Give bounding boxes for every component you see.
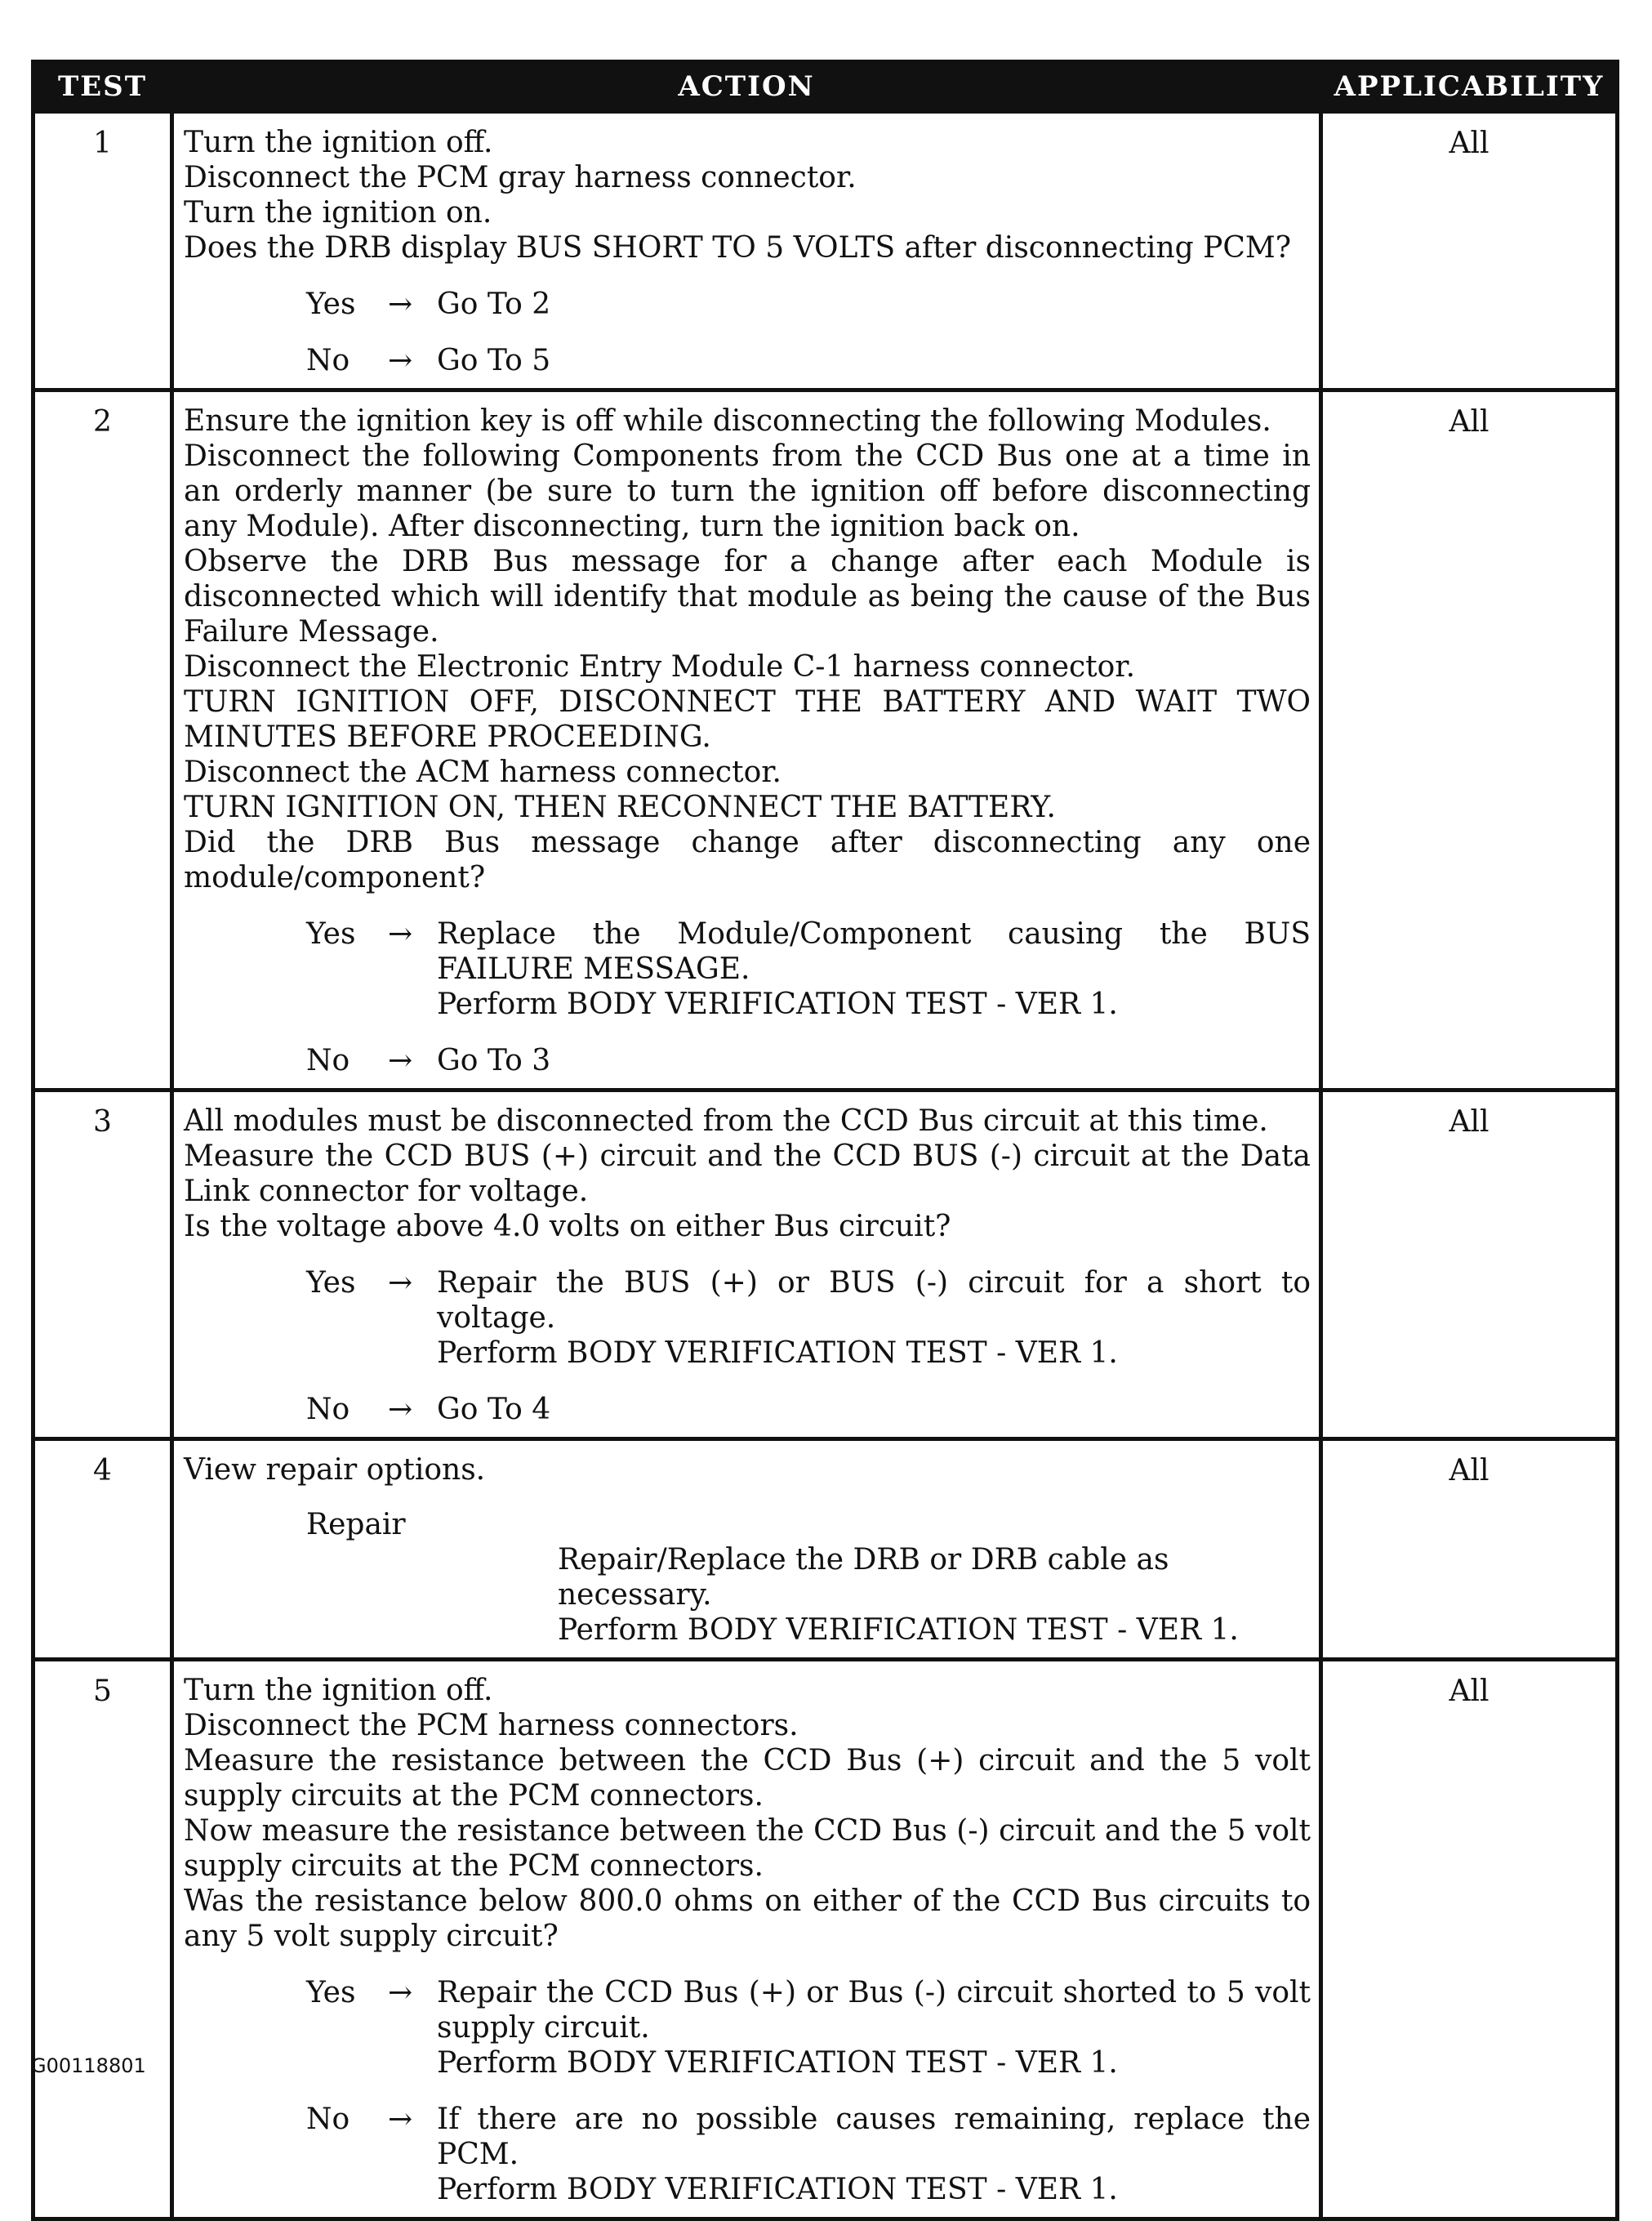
action-step: Observe the DRB Bus message for a change after each Module is disconnected which will identify that module as being the cause of the Bus Failure Message. [184, 545, 1311, 649]
action-step: Disconnect the following Components from the CCD Bus one at a time in an orderly manner (be sure to turn the ignition off before disconnecting any Module). After disconnecting, turn the ignition back on. [184, 439, 1311, 543]
yes-result [437, 287, 1311, 322]
yes-label: Yes [306, 1266, 356, 1300]
arrow-icon: → [388, 344, 413, 377]
action-cell [172, 1439, 1321, 1660]
arrow-icon: → [388, 2103, 413, 2136]
table-row [33, 1439, 1618, 1660]
table-row [33, 1090, 1618, 1439]
action-step: Does the DRB display BUS SHORT TO 5 VOLTS after disconnecting PCM? [184, 231, 1292, 265]
action-steps [184, 1104, 1311, 1244]
action-step: Disconnect the PCM gray harness connector. [184, 161, 857, 194]
no-response [184, 1043, 1311, 1078]
no-response [184, 2102, 1311, 2207]
applicability-cell: All [1321, 1439, 1618, 1660]
yes-result-line: Replace the Module/Component causing the BUS FAILURE MESSAGE. [437, 917, 1311, 986]
yes-response [184, 916, 1311, 1022]
diagnostic-table [31, 60, 1619, 2221]
yes-result [437, 1975, 1311, 2081]
action-step: Measure the CCD BUS (+) circuit and the CCD BUS (-) circuit at the Data Link connector for voltage. [184, 1139, 1311, 1208]
no-response [184, 343, 1311, 378]
repair-result-line: Perform BODY VERIFICATION TEST - VER 1. [558, 1613, 1239, 1647]
action-cell [172, 390, 1321, 1090]
no-result-line: If there are no possible causes remaining, replace the PCM. [437, 2103, 1311, 2171]
action-step: TURN IGNITION OFF, DISCONNECT THE BATTERY AND WAIT TWO MINUTES BEFORE PROCEEDING. [184, 685, 1311, 754]
repair-label: Repair [306, 1508, 406, 1541]
no-result-line: Go To 5 [437, 344, 551, 377]
yes-response [184, 287, 1311, 322]
action-steps [184, 125, 1311, 265]
no-result [437, 343, 1311, 378]
action-step: Did the DRB Bus message change after disconnecting any one module/component? [184, 826, 1311, 894]
yes-result [437, 916, 1311, 1022]
table-header-row [33, 62, 1618, 112]
action-steps [184, 404, 1311, 895]
no-result-line: Go To 3 [437, 1044, 551, 1077]
table-body [33, 112, 1618, 2219]
action-step: Measure the resistance between the CCD Bus (+) circuit and the 5 volt supply circuits at the PCM connectors. [184, 1744, 1311, 1813]
applicability-cell: All [1321, 1090, 1618, 1439]
yes-result-line: Perform BODY VERIFICATION TEST - VER 1. [437, 1336, 1118, 1370]
yes-label: Yes [306, 917, 356, 951]
test-number: 3 [33, 1090, 172, 1439]
action-step: Disconnect the ACM harness connector. [184, 756, 781, 789]
arrow-icon: → [388, 1266, 413, 1300]
yes-response [184, 1975, 1311, 2081]
action-step: View repair options. [184, 1453, 486, 1487]
table-row [33, 112, 1618, 390]
action-step: TURN IGNITION ON, THEN RECONNECT THE BATTERY. [184, 791, 1056, 824]
header-action: ACTION [172, 62, 1321, 112]
no-result [437, 1043, 1311, 1078]
arrow-icon: → [388, 288, 413, 321]
test-number: 5 [33, 1660, 172, 2219]
action-step: Now measure the resistance between the CCD Bus (-) circuit and the 5 volt supply circuits at the PCM connectors. [184, 1814, 1311, 1883]
yes-response [184, 1265, 1311, 1371]
action-cell [172, 1660, 1321, 2219]
applicability-cell: All [1321, 112, 1618, 390]
no-label: No [306, 1393, 350, 1426]
no-label: No [306, 344, 350, 377]
yes-result-line: Go To 2 [437, 288, 551, 321]
action-steps [184, 1673, 1311, 1954]
arrow-icon: → [388, 1976, 413, 2009]
header-test: TEST [33, 62, 172, 112]
action-step: Disconnect the PCM harness connectors. [184, 1709, 799, 1742]
table-row [33, 1660, 1618, 2219]
action-cell [172, 112, 1321, 390]
action-step: Turn the ignition off. [184, 126, 493, 159]
test-number: 1 [33, 112, 172, 390]
no-label: No [306, 2103, 350, 2136]
applicability-cell: All [1321, 1660, 1618, 2219]
repair-result [184, 1542, 1311, 1648]
header-applicability: APPLICABILITY [1321, 62, 1618, 112]
yes-result [437, 1265, 1311, 1371]
yes-result-line: Repair the CCD Bus (+) or Bus (-) circuit shorted to 5 volt supply circuit. [437, 1976, 1311, 2045]
arrow-icon: → [388, 917, 413, 951]
action-steps [184, 1452, 1311, 1487]
action-step: Disconnect the Electronic Entry Module C-1 harness connector. [184, 650, 1136, 684]
no-result [437, 2102, 1311, 2207]
no-response [184, 1392, 1311, 1427]
yes-label: Yes [306, 288, 356, 321]
action-step: Turn the ignition off. [184, 1674, 493, 1707]
arrow-icon: → [388, 1044, 413, 1077]
yes-label: Yes [306, 1976, 356, 2009]
figure-id: G00118801 [31, 2054, 146, 2077]
test-number: 4 [33, 1439, 172, 1660]
arrow-icon: → [388, 1393, 413, 1426]
table-row [33, 390, 1618, 1090]
action-step: Is the voltage above 4.0 volts on either Bus circuit? [184, 1210, 951, 1243]
no-label: No [306, 1044, 350, 1077]
no-result-line: Go To 4 [437, 1393, 551, 1426]
repair-result-line: Repair/Replace the DRB or DRB cable as necessary. [558, 1543, 1169, 1612]
yes-result-line: Perform BODY VERIFICATION TEST - VER 1. [437, 2046, 1118, 2080]
yes-result-line: Repair the BUS (+) or BUS (-) circuit for a short to voltage. [437, 1266, 1311, 1335]
action-cell [172, 1090, 1321, 1439]
applicability-cell: All [1321, 390, 1618, 1090]
yes-result-line: Perform BODY VERIFICATION TEST - VER 1. [437, 988, 1118, 1021]
test-number: 2 [33, 390, 172, 1090]
action-step: All modules must be disconnected from the CCD Bus circuit at this time. [184, 1104, 1268, 1138]
action-step: Turn the ignition on. [184, 196, 492, 230]
diagnostic-page [31, 60, 1615, 2221]
no-result-line: Perform BODY VERIFICATION TEST - VER 1. [437, 2173, 1118, 2206]
no-result [437, 1392, 1311, 1427]
action-step: Was the resistance below 800.0 ohms on either of the CCD Bus circuits to any 5 volt supply circuit? [184, 1884, 1311, 1953]
action-step: Ensure the ignition key is off while disconnecting the following Modules. [184, 404, 1271, 438]
